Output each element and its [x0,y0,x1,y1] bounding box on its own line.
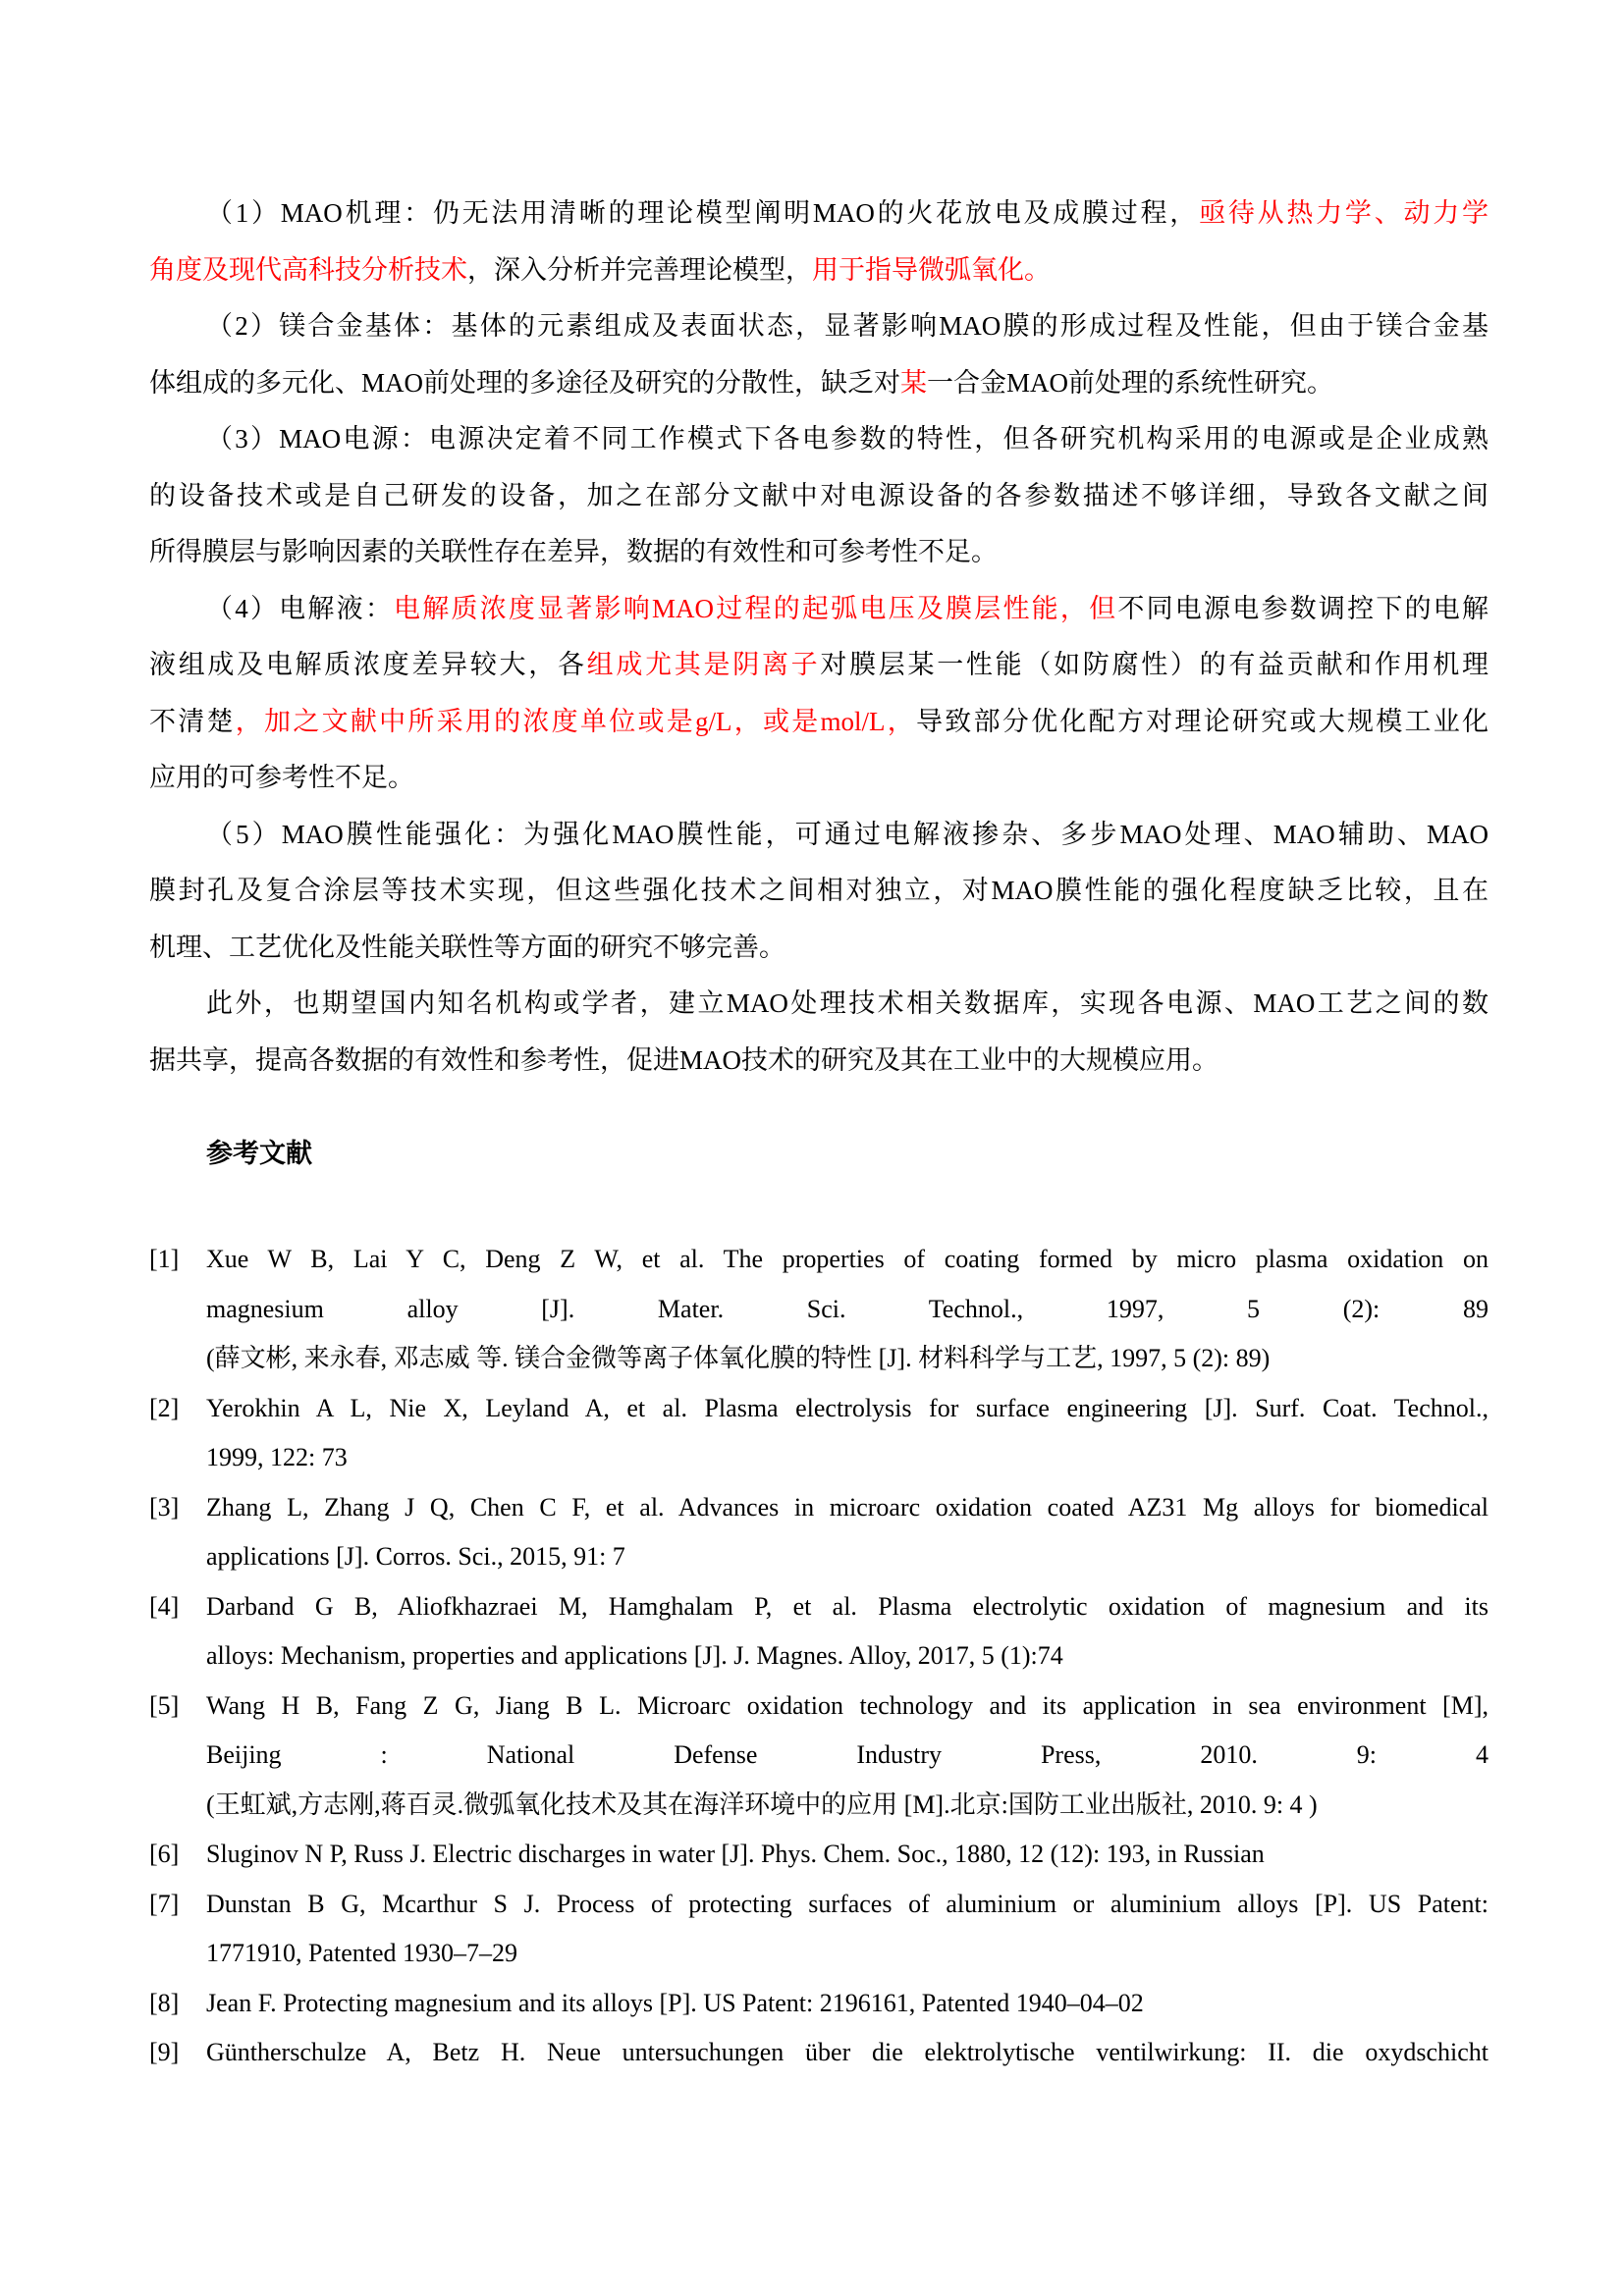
text-segment: 据共享，提高各数据的有效性和参考性，促进MAO技术的研究及其在工业中的大规模应用。 [149,1044,1219,1075]
highlighted-text: 组成尤其是阴离子 [586,650,821,679]
reference-item [149,1880,1489,1979]
text-line [149,411,1489,468]
reference-item [149,1979,1489,2029]
text-segment: 导致部分优化配方对理论研究或大规模工业化 [916,706,1489,736]
text-line [149,694,1489,751]
highlighted-text: 电解质浓度显著影响MAO过程的起弧电压及膜层性能，但 [394,593,1118,623]
text-line [149,920,1489,977]
text-line [149,355,1489,412]
text-line [149,863,1489,920]
reference-item [149,2028,1489,2078]
reference-item [149,1682,1489,1831]
reference-line: (王虹斌,方志刚,蒋百灵.微弧氧化技术及其在海洋环境中的应用 [M].北京:国防工业出版社, 2010. 9: 4 ) [206,1789,1318,1819]
text-line [149,637,1489,694]
text-line [149,581,1489,638]
reference-line: 1771910, Patented 1930–7–29 [206,1939,518,1967]
text-segment: 不清楚 [149,706,236,736]
reference-line: Dunstan B G, Mcarthur S J. Process of protecting surfaces of aluminium or aluminium alloys [P]. US Patent: [206,1889,1489,1918]
text-segment: 膜封孔及复合涂层等技术实现，但这些强化技术之间相对独立，对MAO膜性能的强化程度缺乏比较，且在 [149,876,1489,905]
reference-number: [4] [149,1591,180,1621]
reference-line: Zhang L, Zhang J Q, Chen C F, et al. Advances in microarc oxidation coated AZ31 Mg alloys for biomedical [206,1492,1489,1522]
highlighted-text: 用于指导微弧氧化。 [812,254,1051,285]
reference-item [149,1384,1489,1483]
text-segment: 所得膜层与影响因素的关联性存在差异，数据的有效性和可参考性不足。 [149,537,998,566]
text-segment: 此外，也期望国内知名机构或学者，建立MAO处理技术相关数据库，实现各电源、MAO工艺之间的数 [206,988,1489,1018]
paragraph [149,186,1489,298]
reference-line: alloys: Mechanism, properties and applications [J]. J. Magnes. Alloy, 2017, 5 (1):74 [206,1641,1063,1670]
text-segment: 应用的可参考性不足。 [149,763,414,792]
reference-line: Xue W B, Lai Y C, Deng Z W, et al. The properties of coating formed by micro plasma oxidation on [206,1245,1489,1273]
paragraph [149,581,1489,807]
reference-line: Sluginov N P, Russ J. Electric discharges in water [J]. Phys. Chem. Soc., 1880, 12 (12): 193, in Russian [206,1840,1265,1868]
reference-number: [6] [149,1840,180,1868]
text-segment: （4）电解液： [206,593,395,623]
paragraph [149,298,1489,411]
reference-line: Darband G B, Aliofkhazraei M, Hamghalam P, et al. Plasma electrolytic oxidation of magnesium and its [206,1591,1489,1621]
paragraph [149,411,1489,581]
text-segment: （2）镁合金基体：基体的元素组成及表面状态，显著影响MAO膜的形成过程及性能，但由于镁合金基 [206,311,1489,341]
reference-number: [8] [149,1988,180,2017]
reference-line: (薛文彬, 来永春, 邓志威 等. 镁合金微等离子体氧化膜的特性 [J]. 材料科学与工艺, 1997, 5 (2): 89) [206,1344,1271,1372]
reference-number: [5] [149,1690,180,1720]
reference-number: [3] [149,1492,180,1522]
text-segment: ，深入分析并完善理论模型， [467,254,812,285]
references-heading: 参考文献 [206,1139,312,1169]
text-segment: 体组成的多元化、MAO前处理的多途径及研究的分散性，缺乏对 [149,367,901,398]
reference-line: Güntherschulze A, Betz H. Neue untersuchungen über die elektrolytische ventilwirkung: II. die oxydschicht [206,2038,1489,2066]
highlighted-text: 某 [900,367,928,398]
text-line [149,1033,1489,1090]
highlighted-text: ，加之文献中所采用的浓度单位或是g/L，或是mol/L， [235,706,917,736]
reference-line: applications [J]. Corros. Sci., 2015, 91: 7 [206,1542,625,1571]
text-line [149,298,1489,355]
text-line [149,242,1489,299]
reference-line: Yerokhin A L, Nie X, Leyland A, et al. Plasma electrolysis for surface engineering [J]. Surf. Coat. Technol., [206,1393,1489,1422]
reference-line: Beijing : National Defense Industry Press, 2010. 9: 4 [206,1740,1489,1769]
text-line [149,750,1489,807]
text-segment: （1）MAO机理：仍无法用清晰的理论模型阐明MAO的火花放电及成膜过程， [206,198,1200,228]
text-line [149,524,1489,581]
reference-number: [2] [149,1393,180,1422]
reference-number: [9] [149,2038,180,2066]
text-segment: （5）MAO膜性能强化：为强化MAO膜性能，可通过电解液掺杂、多步MAO处理、MAO辅助、MAO [206,819,1489,849]
reference-line: 1999, 122: 73 [206,1443,348,1471]
highlighted-text: 角度及现代高科技分析技术 [149,254,467,285]
text-segment: 机理、工艺优化及性能关联性等方面的研究不够完善。 [149,932,785,962]
reference-line: Wang H B, Fang Z G, Jiang B L. Microarc oxidation technology and its application in sea environment [M], [206,1690,1489,1720]
text-segment: 的设备技术或是自己研发的设备，加之在部分文献中对电源设备的各参数描述不够详细，导致各文献之间 [149,480,1489,510]
text-line [149,468,1489,525]
text-line [149,976,1489,1033]
reference-line: Jean F. Protecting magnesium and its alloys [P]. US Patent: 2196161, Patented 1940–04–02 [206,1988,1144,2017]
text-segment: （3）MAO电源：电源决定着不同工作模式下各电参数的特性，但各研究机构采用的电源或是企业成熟 [206,424,1489,454]
reference-item [149,1235,1489,1384]
reference-item [149,1483,1489,1582]
reference-line: magnesium alloy [J]. Mater. Sci. Technol., 1997, 5 (2): 89 [206,1294,1489,1323]
text-segment: 不同电源电参数调控下的电解 [1117,593,1489,623]
text-segment: 一合金MAO前处理的系统性研究。 [927,367,1334,398]
reference-item [149,1830,1489,1880]
highlighted-text: 亟待从热力学、动力学 [1199,198,1489,228]
references-list [149,1235,1489,2078]
text-line [149,186,1489,242]
body-text [149,186,1489,1089]
reference-number: [7] [149,1889,180,1918]
text-segment: 液组成及电解质浓度差异较大，各 [149,650,587,679]
text-line [149,807,1489,864]
reference-number: [1] [149,1245,180,1273]
paragraph [149,807,1489,977]
paragraph [149,976,1489,1089]
reference-item [149,1582,1489,1682]
text-segment: 对膜层某一性能（如防腐性）的有益贡献和作用机理 [820,650,1489,679]
